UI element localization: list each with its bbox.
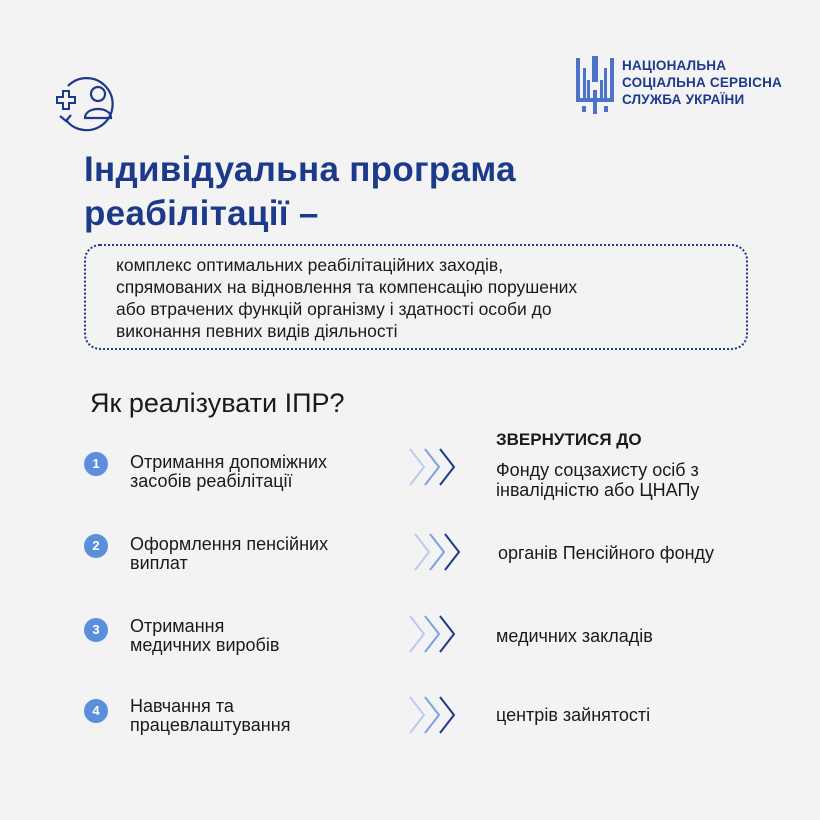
triple-chevron-right-icon (413, 532, 465, 572)
step-number-badge: 2 (84, 534, 108, 558)
step-1-destination-line-2: інвалідністю або ЦНАПу (496, 480, 700, 500)
step-1-destination-line-1: Фонду соцзахисту осіб з (496, 460, 699, 480)
step-2-label-line-1: Оформлення пенсійних (130, 534, 329, 554)
step-3-label-line-1: Отримання (130, 616, 225, 636)
page-title-line-1: Індивідуальна програма (84, 150, 516, 189)
step-number-badge: 4 (84, 699, 108, 723)
step-2-label-line-2: виплат (130, 553, 188, 573)
step-2-destination: органів Пенсійного фонду (498, 543, 715, 563)
step-1-label-line-1: Отримання допоміжних (130, 452, 328, 472)
rehab-person-icon (54, 72, 116, 134)
step-3-label-line-2: медичних виробів (130, 635, 280, 655)
step-3-destination: медичних закладів (496, 626, 653, 646)
section-subtitle: Як реалізувати ІПР? (90, 388, 345, 418)
step-number-badge: 1 (84, 452, 108, 476)
definition-line-2: спрямованих на відновлення та компенсацію порушених (116, 277, 578, 297)
brand-name-line-2: СОЦІАЛЬНА СЕРВІСНА (622, 75, 782, 90)
trident-logo-icon (574, 56, 616, 116)
triple-chevron-right-icon (408, 614, 460, 654)
definition-line-4: виконання певних видів діяльності (116, 321, 398, 341)
definition-line-1: комплекс оптимальних реабілітаційних заходів, (116, 255, 504, 275)
triple-chevron-right-icon (408, 695, 460, 735)
step-4-destination: центрів зайнятості (496, 705, 651, 725)
brand-name-line-3: СЛУЖБА УКРАЇНИ (622, 92, 745, 107)
brand-name-line-1: НАЦІОНАЛЬНА (622, 58, 727, 73)
step-number-badge: 3 (84, 618, 108, 642)
step-4-label-line-2: працевлаштування (130, 715, 291, 735)
step-4-label-line-1: Навчання та (130, 696, 234, 716)
definition-line-3: або втрачених функцій організму і здатності особи до (116, 299, 552, 319)
destination-header: ЗВЕРНУТИСЯ ДО (496, 430, 642, 449)
page-title-line-2: реабілітації – (84, 194, 319, 233)
triple-chevron-right-icon (408, 447, 460, 487)
step-1-label-line-2: засобів реабілітації (130, 471, 293, 491)
